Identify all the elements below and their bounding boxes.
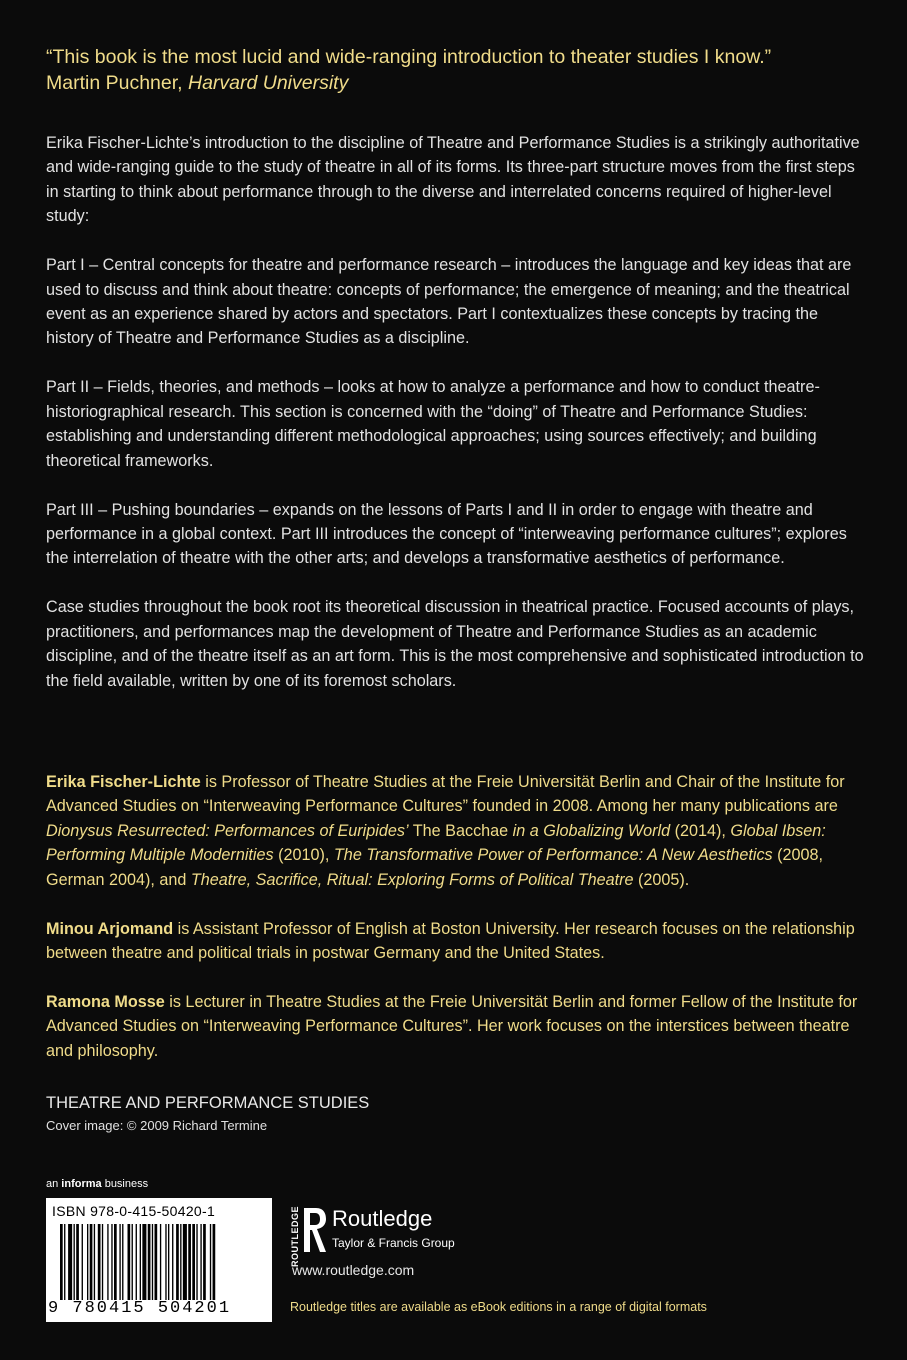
isbn-number: ISBN 978-0-415-50420-1 [52,1203,216,1219]
routledge-r-icon [302,1206,328,1254]
description-closing: Case studies throughout the book root its theoretical discussion in theatrical practice. Focused accounts of plays, practitioners, and performances map the development of Theatre and Performance Studies as an academic discipline, and of the theatre itself as an art form. This is the most comprehensive and sophisticated introduction to the field available, written by one of its foremost scholars. [46,598,864,690]
description-part-2: Part II – Fields, theories, and methods – looks at how to analyze a performance and how to conduct theatre-historiographical research. This section is concerned with the “doing” of Theatre and Performance Studies: establishing and understanding different methodological approaches; using sources effectively; and building theoretical frameworks. [46,378,820,470]
description-part-3: Part III – Pushing boundaries – expands on the lessons of Parts I and II in order to engage with theatre and performance in a global context. Part III introduces the concept of “interweaving performance cultures”; explores the interrelation of theatre with the other arts; and develops a transformative aesthetics of performance. [46,500,847,568]
cover-credit: Cover image: © 2009 Richard Termine [46,1118,268,1133]
description-part-1: Part I – Central concepts for theatre and performance research – introduces the language and key ideas that are used to discuss and think about theatre: concepts of performance; the emergence of meaning; and the theatrical event as an experience shared by actors and spectators. Part I contextualizes these concepts by tracing the history of Theatre and Performance Studies as a discipline. [46,256,852,348]
series-title: THEATRE AND PERFORMANCE STUDIES [46,1094,370,1112]
ean-number: 9 780415 504201 [48,1299,232,1318]
endorsement-quote [46,44,876,96]
description-intro: Erika Fischer-Lichte’s introduction to the discipline of Theatre and Performance Studies is a strikingly authoritative and wide-ranging guide to the study of theatre in all of its forms. Its three-part structure moves from the first steps in starting to think about performance through to the diverse and interrelated concerns required of higher-level study: [46,134,860,226]
barcode-icon [60,1224,266,1300]
publisher-url: www.routledge.com [292,1262,415,1278]
quote-attribution [46,70,876,96]
bio-mosse: Ramona Mosse is Lecturer in Theatre Studies at the Freie Universität Berlin and former Fellow of the Institute for Advanced Studies on “Interweaving Performance Cultures”. Her work focuses on the interstices between theatre and philosophy. [46,993,858,1060]
informa-logo: informa [61,1178,102,1190]
publisher-vertical-text: ROUTLEDGE [290,1206,300,1268]
publisher-group: Taylor & Francis Group [332,1236,455,1250]
quote-author: Martin Puchner, [46,72,188,94]
ebook-note: Routledge titles are available as eBook editions in a range of digital formats [290,1300,707,1314]
informa-tagline: an informa business [46,1178,149,1190]
bio-name: Minou Arjomand [46,919,174,938]
publisher-logo [290,1200,490,1268]
bio-fischer-lichte: Erika Fischer-Lichte is Professor of Theatre Studies at the Freie Universität Berlin and Chair of the Institute for Advanced Studies on “Interweaving Performance Cultures” founded in 2008. Among her many publications are Dionysus Resurrected: Performances of Euripides’ The Bacchae in a Globalizing World (2014), Global Ibsen: Performing Multiple Modernities (2010), The Transformative Power of Performance: A New Aesthetics (2008, German 2004), and Theatre, Sacrifice, Ritual: Exploring Forms of Political Theatre (2005). [46,773,845,889]
book-description [46,131,866,718]
quote-text: “This book is the most lucid and wide-ranging introduction to theater studies I know.” [46,46,772,68]
bio-name: Ramona Mosse [46,993,165,1012]
bio-arjomand: Minou Arjomand is Assistant Professor of English at Boston University. Her research focuses on the relationship between theatre and political trials in postwar Germany and the United States. [46,919,855,963]
barcode-label [46,1198,272,1322]
author-bios [46,770,866,1088]
quote-affiliation: Harvard University [187,72,349,94]
publisher-name: Routledge [332,1206,433,1231]
bio-name: Erika Fischer-Lichte [46,773,201,791]
